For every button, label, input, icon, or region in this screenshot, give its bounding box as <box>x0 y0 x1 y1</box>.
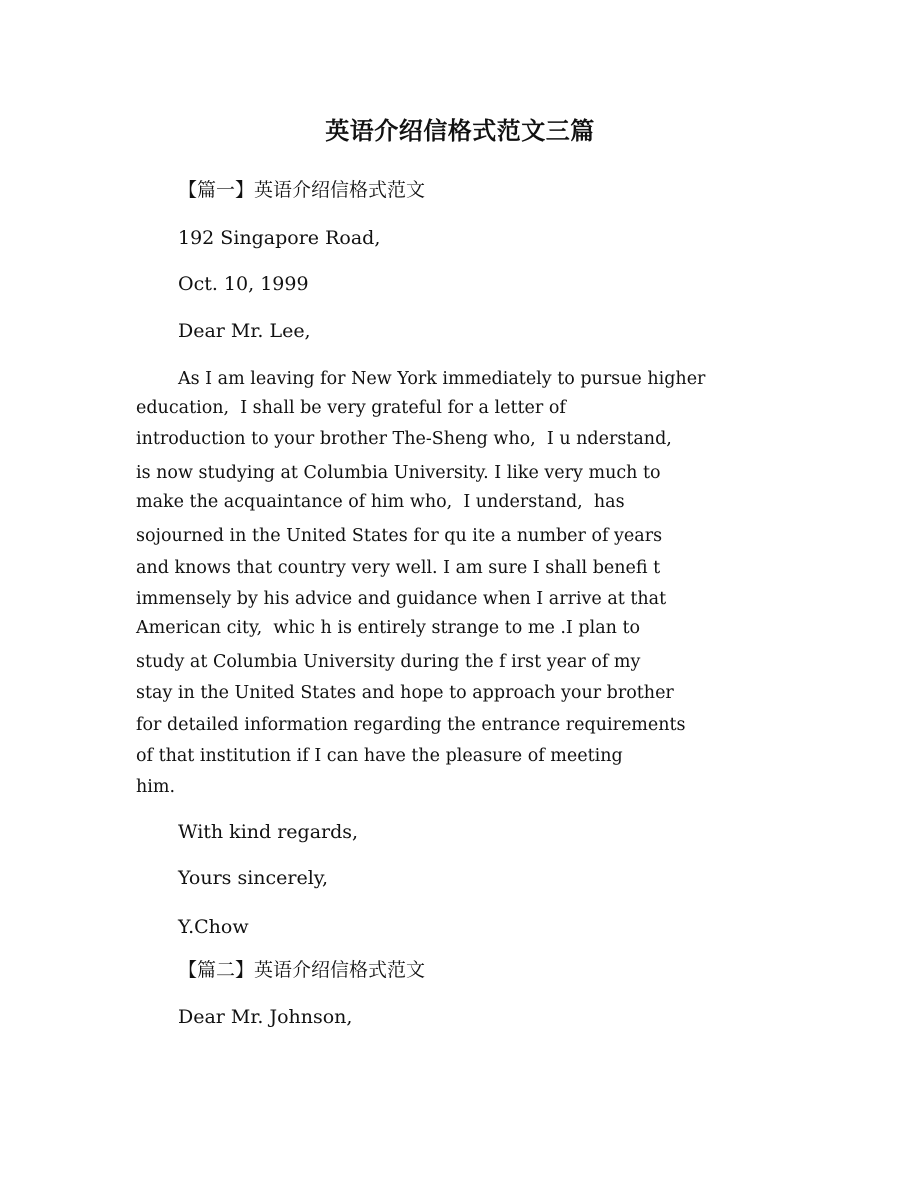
section-heading-2: 【篇二】英语介绍信格式范文 <box>178 959 426 981</box>
body-line: introduction to your brother The-Sheng who, I u nderstand, <box>136 429 672 449</box>
salutation-1: Dear Mr. Lee, <box>178 320 311 342</box>
body-line: American city, whic h is entirely strange to me .I plan to <box>136 618 641 638</box>
body-line: of that institution if I can have the pleasure of meeting <box>136 746 623 766</box>
body-line: him. <box>136 777 176 797</box>
body-line: study at Columbia University during the f irst year of my <box>136 652 641 672</box>
body-line: and knows that country very well. I am sure I shall benefi t <box>136 558 661 578</box>
body-line: As I am leaving for New York immediately to pursue higher <box>178 369 706 389</box>
body-line: sojourned in the United States for qu ite a number of years <box>136 526 663 546</box>
sender-address: 192 Singapore Road, <box>178 227 381 249</box>
body-line: immensely by his advice and guidance when I arrive at that <box>136 589 667 609</box>
body-line: education, I shall be very grateful for a letter of <box>136 398 566 418</box>
body-line: for detailed information regarding the entrance requirements <box>136 715 686 735</box>
body-line: stay in the United States and hope to approach your brother <box>136 683 674 703</box>
letter-date: Oct. 10, 1999 <box>178 273 309 295</box>
document-title: 英语介绍信格式范文三篇 <box>325 117 595 145</box>
body-line: is now studying at Columbia University. I like very much to <box>136 463 661 483</box>
section-heading-1: 【篇一】英语介绍信格式范文 <box>178 179 426 201</box>
closing-regards: With kind regards, <box>178 821 359 843</box>
signature: Y.Chow <box>178 916 249 938</box>
salutation-2: Dear Mr. Johnson, <box>178 1006 353 1028</box>
body-line: make the acquaintance of him who, I understand, has <box>136 492 625 512</box>
signoff: Yours sincerely, <box>178 867 329 889</box>
